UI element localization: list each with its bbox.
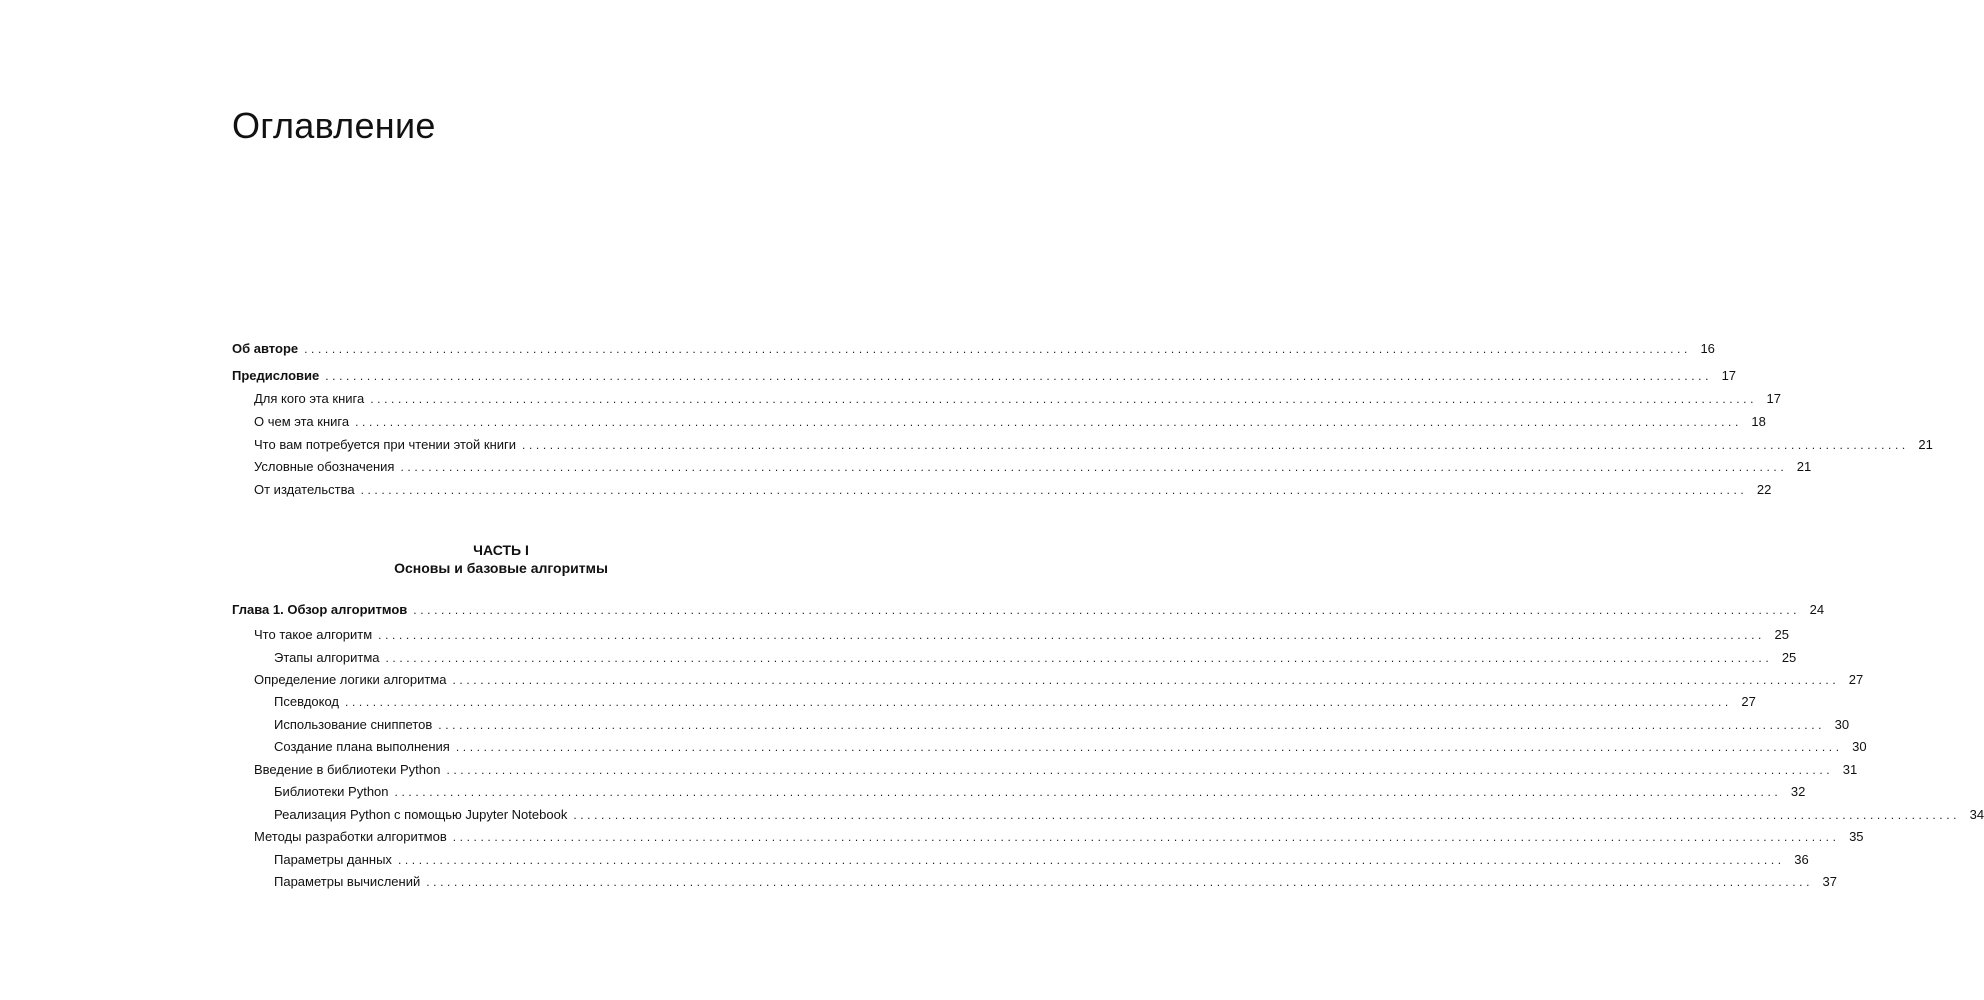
toc-entry-page: 30 (1834, 717, 1850, 732)
toc-entry[interactable] (232, 782, 1806, 802)
toc-entry-page: 21 (1796, 459, 1812, 474)
toc-entry[interactable] (232, 670, 1864, 690)
toc-entry-label: Использование сниппетов (274, 717, 433, 732)
toc-entry[interactable] (232, 760, 1858, 780)
toc-entry[interactable] (232, 600, 1825, 620)
dot-leader: ........................................................................................................................................................................................................ (400, 460, 1788, 474)
toc-entry-page: 16 (1700, 341, 1715, 356)
toc-entry-label: Глава 1. Обзор алгоритмов (232, 602, 408, 617)
toc-entry-page: 30 (1852, 739, 1867, 754)
toc-entry-page: 17 (1721, 368, 1737, 383)
dot-leader: ........................................................................................................................................................................................................ (360, 483, 1748, 497)
toc-entry[interactable] (232, 339, 1715, 359)
toc-entry[interactable] (232, 412, 1766, 432)
toc-entry-label: Определение логики алгоритма (254, 672, 447, 687)
toc-entry-label: Этапы алгоритма (274, 650, 380, 665)
toc-entry[interactable] (232, 827, 1864, 847)
dot-leader: ........................................................................................................................................................................................................ (345, 695, 1732, 709)
dot-leader: ........................................................................................................................................................................................................ (304, 342, 1691, 356)
toc-entry-label: Параметры данных (274, 852, 392, 867)
toc-entry-label: Об авторе (232, 341, 299, 356)
toc-entry-page: 27 (1741, 694, 1756, 709)
dot-leader: ........................................................................................................................................................................................................ (438, 718, 1826, 732)
toc-entry-page: 31 (1842, 762, 1858, 777)
dot-leader: ........................................................................................................................................................................................................ (455, 740, 1843, 754)
dot-leader: ........................................................................................................................................................................................................ (355, 415, 1742, 429)
toc-entry-label: Условные обозначения (254, 459, 395, 474)
dot-leader: ........................................................................................................................................................................................................ (452, 673, 1840, 687)
dot-leader: ........................................................................................................................................................................................................ (378, 628, 1765, 642)
toc-entry-label: От издательства (254, 482, 355, 497)
toc-entry[interactable] (232, 435, 1933, 455)
part-title: Основы и базовые алгоритмы (394, 560, 608, 576)
toc-entry-label: Введение в библиотеки Python (254, 762, 441, 777)
toc-entry-page: 27 (1848, 672, 1864, 687)
toc-entry-label: Псевдокод (274, 694, 340, 709)
toc-entry-page: 25 (1774, 627, 1789, 642)
toc-entry[interactable] (232, 737, 1867, 757)
toc-entry-label: Создание плана выполнения (274, 739, 450, 754)
toc-entry[interactable] (232, 625, 1789, 645)
toc-entry-label: Параметры вычислений (274, 874, 421, 889)
toc-entry-label: Предисловие (232, 368, 320, 383)
toc-entry-page: 18 (1751, 414, 1766, 429)
dot-leader: ........................................................................................................................................................................................................ (370, 392, 1758, 406)
dot-leader: ........................................................................................................................................................................................................ (325, 369, 1713, 383)
dot-leader: ........................................................................................................................................................................................................ (413, 603, 1801, 617)
toc-entry-page: 24 (1809, 602, 1825, 617)
toc-entry[interactable] (232, 648, 1797, 668)
toc-entry-label: Для кого эта книга (254, 391, 365, 406)
dot-leader: ........................................................................................................................................................................................................ (452, 830, 1840, 844)
toc-entry[interactable] (232, 389, 1782, 409)
toc-entry-page: 36 (1794, 852, 1809, 867)
dot-leader: ........................................................................................................................................................................................................ (446, 763, 1834, 777)
toc-entry[interactable] (232, 692, 1756, 712)
toc-entry-label: Что вам потребуется при чтении этой книги (254, 437, 517, 452)
toc-entry[interactable] (232, 366, 1737, 386)
dot-leader: ........................................................................................................................................................................................................ (385, 651, 1773, 665)
toc-entry-label: Что такое алгоритм (254, 627, 373, 642)
toc-entry[interactable] (232, 480, 1772, 500)
dot-leader: ........................................................................................................................................................................................................ (522, 438, 1909, 452)
toc-entry-page: 32 (1790, 784, 1806, 799)
toc-entry-page: 34 (1969, 807, 1984, 822)
toc-entry-page: 25 (1781, 650, 1797, 665)
page-title: Оглавление (232, 105, 436, 146)
dot-leader: ........................................................................................................................................................................................................ (397, 853, 1785, 867)
toc-entry[interactable] (232, 872, 1838, 892)
toc-entry[interactable] (232, 805, 1984, 825)
toc-entry-page: 17 (1766, 391, 1782, 406)
toc-entry-page: 21 (1918, 437, 1933, 452)
toc-entry-page: 35 (1849, 829, 1864, 844)
toc-entry[interactable] (232, 850, 1809, 870)
toc-entry[interactable] (232, 457, 1812, 477)
toc-entry-page: 37 (1822, 874, 1838, 889)
toc-entry-label: Методы разработки алгоритмов (254, 829, 447, 844)
dot-leader: ........................................................................................................................................................................................................ (573, 808, 1961, 822)
part-number: ЧАСТЬ I (473, 542, 529, 558)
toc-entry[interactable] (232, 715, 1850, 735)
toc-entry-label: Библиотеки Python (274, 784, 389, 799)
dot-leader: ........................................................................................................................................................................................................ (426, 875, 1814, 889)
toc-entry-label: Реализация Python с помощью Jupyter Notebook (274, 807, 568, 822)
toc-entry-label: О чем эта книга (254, 414, 350, 429)
toc-entry-page: 22 (1756, 482, 1772, 497)
dot-leader: ........................................................................................................................................................................................................ (394, 785, 1782, 799)
